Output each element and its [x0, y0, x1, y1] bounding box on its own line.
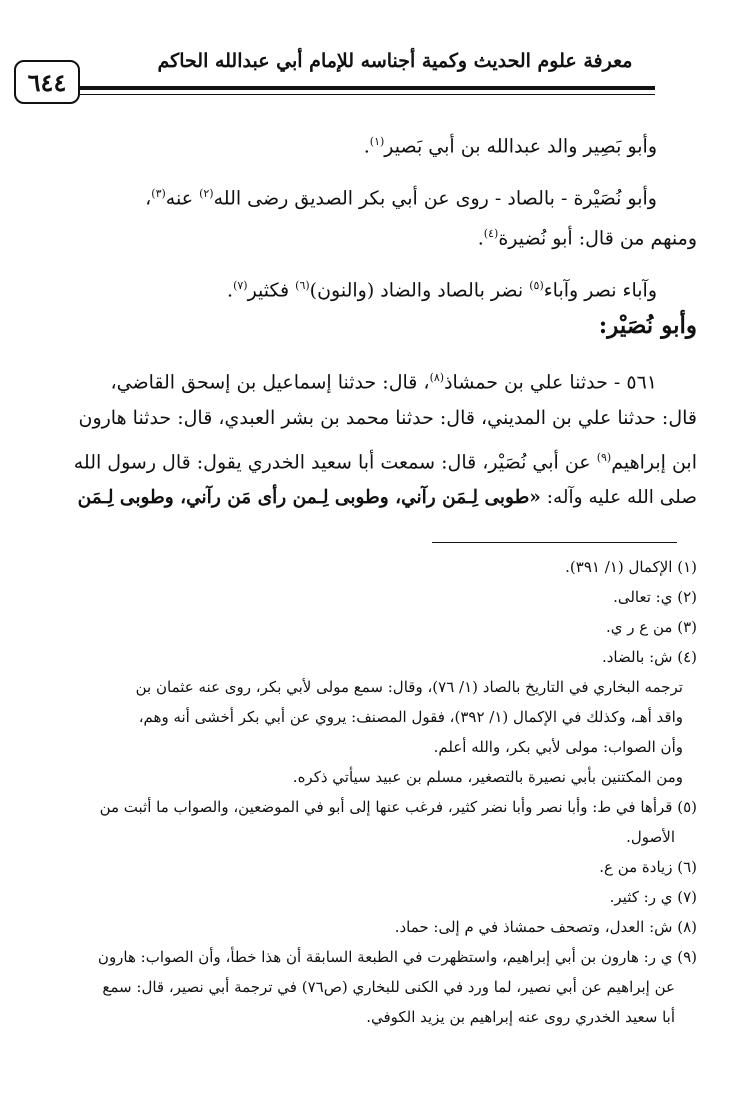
- paragraph-abu-basir: [65, 122, 697, 162]
- text-run: .: [363, 135, 370, 158]
- paragraph-abu-nusayra-line1: [65, 174, 697, 214]
- section-heading: وأبو نُصَيْر:: [598, 312, 697, 339]
- text-run: نضر بالصاد والضاد (والنون): [309, 279, 530, 302]
- hadith-line-2: قال: حدثنا علي بن المديني، قال: حدثنا محمد بن بشر العبدي، قال: حدثنا هارون: [78, 407, 697, 429]
- spacer: [65, 162, 697, 174]
- paragraph-abu-nusayra-line2: [65, 214, 697, 254]
- footnote-9-cont: عن إبراهيم عن أبي نصير، لما ورد في الكنى للبخاري (ص٧٦) في ترجمة أبي نصير، قال: سمع: [102, 978, 675, 996]
- text-run: وأبو بَصِير والد عبدالله بن أبي بَصير: [384, 135, 657, 158]
- main-text: [65, 122, 697, 518]
- hadith-line-4: [65, 478, 697, 518]
- spacer: [65, 346, 697, 358]
- footnote-4-detail: واقد أهـ، وكذلك في الإكمال (١/ ٣٩٢)، فقول المصنف: يروي عن أبي بكر أخشى أنه وهم،: [138, 708, 683, 726]
- text-run: .: [477, 227, 484, 250]
- text-run: صلى الله عليه وآله:: [540, 487, 697, 508]
- text-run: .: [227, 279, 234, 302]
- footnote-ref-6: (٦): [295, 279, 310, 292]
- text-run: ،: [145, 187, 152, 210]
- footnote-ref-9: (٩): [596, 451, 612, 464]
- hadith-quote: «طوبى لِـمَن رآني، وطوبى لِـمن رأى مَن رآني، وطوبى لِـمَن: [77, 487, 541, 508]
- footnote-ref-1: (١): [369, 135, 385, 148]
- footnote-8: (٨) ش: العدل، وتصحف حمشاذ في م إلى: حماد.: [394, 918, 697, 936]
- footnote-4-detail: ومن المكتنين بأبي نصيرة بالتصغير، مسلم بن عبيد سيأتي ذكره.: [292, 768, 683, 786]
- footnote-4: (٤) ش: بالضاد.: [601, 648, 697, 666]
- spacer: [65, 254, 697, 266]
- footnote-4-detail: وأن الصواب: مولى لأبي بكر، والله أعلم.: [433, 738, 683, 756]
- paragraph-aba-nasr: [65, 266, 697, 306]
- text-run: فكثير: [247, 279, 296, 302]
- hadith-line-3: [65, 438, 697, 478]
- footnote-ref-5: (٥): [529, 279, 544, 292]
- text-run: وآباء نصر وآباء: [543, 279, 657, 302]
- hadith-line-1: [65, 358, 697, 398]
- footnote-1: (١) الإكمال (١/ ٣٩١).: [565, 558, 697, 576]
- footnote-9-cont: أبا سعيد الخدري روى عنه إبراهيم بن يزيد الكوفي.: [366, 1008, 675, 1026]
- text-run: ابن إبراهيم: [611, 451, 697, 474]
- footnote-ref-2: (٢): [199, 187, 214, 200]
- text-run: ومنهم من قال: أبو نُضيرة: [498, 227, 697, 250]
- footnote-separator: [432, 542, 677, 543]
- text-run: وأبو نُصَيْرة - بالصاد - روى عن أبي بكر الصديق رضى الله: [213, 187, 657, 210]
- running-title: معرفة علوم الحديث وكمية أجناسه للإمام أبي عبدالله الحاكم: [157, 50, 633, 72]
- footnote-ref-8: (٨): [429, 371, 445, 384]
- header-rule-thin: [68, 94, 655, 95]
- footnote-6: (٦) زيادة من ع.: [599, 858, 697, 876]
- footnote-5-cont: الأصول.: [626, 828, 675, 846]
- footnote-ref-4: (٤): [483, 227, 499, 240]
- footnote-2: (٢) ي: تعالى.: [613, 588, 697, 606]
- footnote-7: (٧) ي ر: كثير.: [609, 888, 697, 906]
- footnote-ref-7: (٧): [233, 279, 248, 292]
- text-run: عنه: [165, 187, 200, 210]
- text-run: ٥٦١ - حدثنا علي بن حمشاذ: [444, 371, 657, 394]
- footnote-5: (٥) قرأها في ط: وأبا نصر وأبا نضر كثير، فرغب عنها إلى أبو في الموضعين، والصواب ما أثبت من: [99, 798, 697, 816]
- footnotes: [66, 552, 697, 1032]
- text-run: ، قال: حدثنا إسماعيل بن إسحق القاضي،: [110, 371, 430, 394]
- page-number: ٦٤٤: [14, 60, 80, 104]
- footnote-3: (٣) من ع ر ي.: [605, 618, 697, 636]
- footnote-9: (٩) ي ر: هارون بن أبي إبراهيم، واستظهرت في الطبعة السابقة أن هذا خطأ، وأن الصواب: هارون: [97, 948, 697, 966]
- footnote-4-detail: ترجمه البخاري في التاريخ بالصاد (١/ ٧٦)، وقال: سمع مولى لأبي بكر، روى عنه عثمان بن: [135, 678, 683, 696]
- footnote-ref-3: (٣): [151, 187, 166, 200]
- text-run: عن أبي نُصَيْر، قال: سمعت أبا سعيد الخدري يقول: قال رسول الله: [73, 451, 597, 474]
- header-rule-thick: [68, 86, 655, 90]
